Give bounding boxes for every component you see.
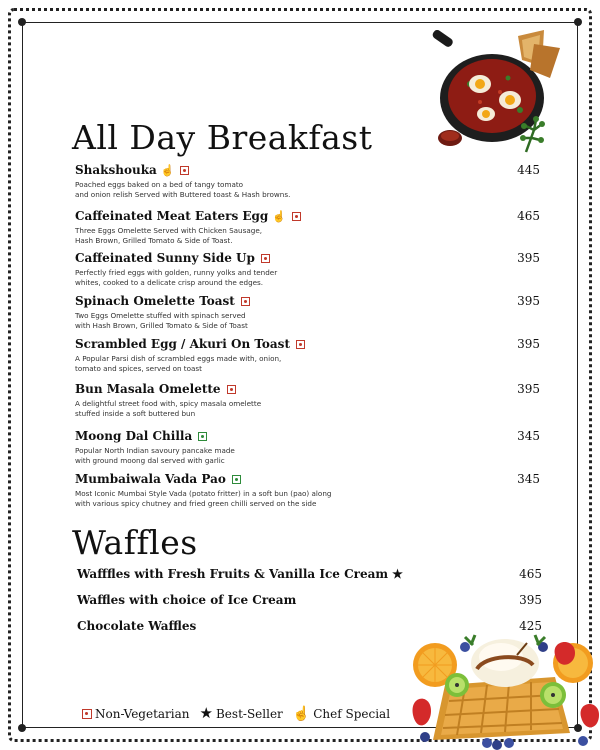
corner-dot [18, 18, 26, 26]
legend-non-veg [80, 707, 190, 721]
non-veg-mark-icon [292, 212, 301, 221]
item-desc: with ground moong dal served with garlic [75, 456, 225, 465]
menu-item-bun-masala-omelette [75, 382, 540, 419]
item-name: Waffles with choice of Ice Cream [77, 593, 297, 607]
item-price: 345 [517, 472, 540, 486]
non-veg-mark-icon [227, 385, 236, 394]
chef-hand-icon: ☝ [272, 209, 287, 223]
item-price: 465 [519, 567, 542, 581]
non-veg-mark-icon [261, 254, 270, 263]
item-desc: Perfectly fried eggs with golden, runny yolks and tender [75, 268, 278, 277]
menu-item-waffles-ice-cream [77, 593, 542, 607]
item-price: 395 [517, 294, 540, 308]
section-title-breakfast: All Day Breakfast [72, 118, 373, 157]
item-name: Caffeinated Meat Eaters Egg [75, 209, 269, 223]
legend-best-seller [200, 706, 283, 721]
shakshouka-pan-illustration [430, 26, 570, 166]
item-name: Moong Dal Chilla [75, 429, 193, 443]
legend-chef-special [293, 707, 390, 721]
non-veg-mark-icon [241, 297, 250, 306]
item-desc: Two Eggs Omelette stuffed with spinach served [75, 311, 246, 320]
item-price: 345 [517, 429, 540, 443]
veg-mark-icon [198, 432, 207, 441]
item-desc: A delightful street food with, spicy masala omelette [75, 399, 262, 408]
menu-item-spinach-omelette [75, 294, 540, 331]
item-desc: with various spicy chutney and fried green chilli served on the side [75, 499, 317, 508]
item-name: Scrambled Egg / Akuri On Toast [75, 337, 290, 351]
item-name: Bun Masala Omelette [75, 382, 221, 396]
corner-dot [574, 18, 582, 26]
item-price: 445 [517, 163, 540, 177]
item-desc: A Popular Parsi dish of scrambled eggs made with, onion, [75, 354, 282, 363]
item-desc: Popular North Indian savoury pancake made [75, 446, 235, 455]
menu-item-vada-pao [75, 472, 540, 509]
item-name: Wafffles with Fresh Fruits & Vanilla Ice Cream [77, 567, 389, 581]
legend [80, 706, 390, 721]
item-price: 425 [519, 619, 542, 633]
item-desc: Hash Brown, Grilled Tomato & Side of Toast. [75, 236, 233, 245]
section-title-waffles: Waffles [72, 523, 198, 562]
item-desc: Three Eggs Omelette Served with Chicken Sausage, [75, 226, 263, 235]
item-desc: Poached eggs baked on a bed of tangy tomato [75, 180, 244, 189]
item-price: 395 [517, 251, 540, 265]
non-veg-mark-icon [82, 709, 92, 719]
menu-item-waffles-fruits [77, 567, 542, 581]
item-desc: stuffed inside a soft buttered bun [75, 409, 196, 418]
item-price: 395 [517, 382, 540, 396]
non-veg-mark-icon [296, 340, 305, 349]
item-desc: tomato and spices, served on toast [75, 364, 202, 373]
item-price: 395 [519, 593, 542, 607]
corner-dot [18, 724, 26, 732]
legend-label: Best-Seller [215, 706, 283, 721]
item-desc: with Hash Brown, Grilled Tomato & Side of Toast [75, 321, 248, 330]
menu-item-sunny-side-up [75, 251, 540, 288]
menu-item-shakshouka [75, 163, 540, 200]
item-price: 395 [517, 337, 540, 351]
legend-label: Chef Special [313, 706, 391, 721]
item-name: Shakshouka [75, 163, 157, 177]
veg-mark-icon [232, 475, 241, 484]
non-veg-mark-icon [180, 166, 189, 175]
item-name: Chocolate Waffles [77, 619, 197, 633]
chef-hand-icon: ☝ [160, 163, 175, 177]
star-icon: ★ [392, 567, 403, 581]
item-price: 465 [517, 209, 540, 223]
legend-label: Non-Vegetarian [95, 706, 190, 721]
chef-hand-icon: ☝ [292, 705, 311, 722]
item-desc: whites, cooked to a delicate crisp around the edges. [75, 278, 264, 287]
star-icon: ★ [199, 704, 213, 722]
menu-item-moong-dal-chilla [75, 429, 540, 466]
menu-item-meat-eaters-egg [75, 209, 540, 246]
item-name: Mumbaiwala Vada Pao [75, 472, 226, 486]
menu-item-akuri-toast [75, 337, 540, 374]
item-name: Caffeinated Sunny Side Up [75, 251, 255, 265]
item-desc: and onion relish Served with Buttered toast & Hash browns. [75, 190, 291, 199]
item-name: Spinach Omelette Toast [75, 294, 235, 308]
item-desc: Most Iconic Mumbai Style Vada (potato fritter) in a soft bun (pao) along [75, 489, 332, 498]
waffle-fruit-illustration [405, 625, 600, 750]
